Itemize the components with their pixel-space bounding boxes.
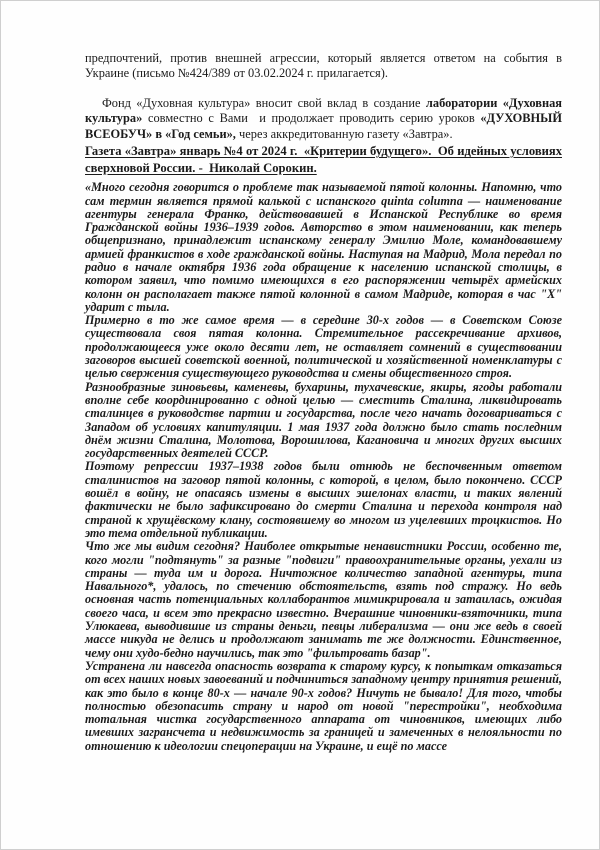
intro-paragraph: предпочтений, против внешней агрессии, который является ответом на события в Украине (письмо №424/389 от 03.02.2024 г. прилагается). xyxy=(85,51,562,81)
article-paragraph: Поэтому репрессии 1937–1938 годов были отнюдь не беспочвенным ответом сталинистов на заговор пятой колонны, с которой, в целом, было покончено. СССР вошёл в войну, не опасаясь измены в высших эшелонах власти, и таких явлений фактически не было зафиксировано до смерти Сталина и перехода контроля над страной к хрущёвскому клану, состоявшему во многом из уцелевших троцкистов. Но это тема отдельной публикации. xyxy=(85,459,562,540)
article-paragraph: Разнообразные зиновьевы, каменевы, бухарины, тухачевские, якиры, ягоды работали вполне себе координированно с одной целью — сместить Сталина, ликвидировать сталинцев в руководстве партии и государства, после чего начать договариваться с Западом об условиях капитуляции. 1 мая 1937 года должно было стать последним днём жизни Сталина, Молотова, Ворошилова, Кагановича и многих других высших государственных деятелей СССР. xyxy=(85,379,562,461)
article-paragraph: Устранена ли навсегда опасность возврата к старому курсу, к попыткам отказаться от всех наших новых завоеваний и подчиниться западному центру принятия решений, как это было в конце 80-х — начале 90-х годов? Ничуть не бывало! Для того, чтобы полностью обезопасить страну и народ от новой "перестройки", необходима тотальная чистка государственного аппарата от чиновников, имеющих либо имевших загрансчета и недвижимость за границей и замеченных в нелояльности по отношению к идеологии спецоперации на Украине, и ещё по массе xyxy=(85,658,562,753)
article-paragraph: Что же мы видим сегодня? Наиболее открытые ненавистники России, особенно те, кого могли "подтянуть" за разные "подвиги" правоохранительные органы, уехали из страны — туда им и дорога. Ничтожное количество западной агентуры, типа Навального*, удалось, по стечению обстоятельств, взять под стражу. Но ведь основная часть потенциальных коллаборантов мимикрировала и затаилась, ожидая своего часа, и всем это прекрасно известно. Вчерашние чиновники-взяточники, типа Улюкаева, выводившие из страны деньги, певцы либерализма — они же ведь в своей массе никуда не делись и продолжают занимать те же должности. Единственное, чему они худо-бедно научились, так это "фильтровать базар". xyxy=(85,539,562,660)
article-body xyxy=(85,181,562,753)
article-paragraph: «Много сегодня говорится о проблеме так называемой пятой колонны. Напомню, что сам термин является прямой калькой с испанского quinta columna — наименование агентуры генерала Франко, действовавшей в Испанской Республике во время Гражданской войны 1936–1939 годов. Авторство в этом наименовании, как теперь общепризнано, принадлежит испанскому генералу Эмилио Моле, командовавшему армией франкистов в ходе гражданской войны. Наступая на Мадрид, Мола передал по радио в начале октября 1936 года обращение к населению испанской столицы, в котором заявил, что помимо имеющихся в его распоряжении четырёх армейских колонн он располагает также пятой колонной в самом Мадриде, которая в час "X" ударит с тыла. xyxy=(85,180,562,314)
article-headline: Газета «Завтра» январь №4 от 2024 г. «Критерии будущего». Об идейных условиях сверхновой России. - Николай Сорокин. xyxy=(85,144,562,175)
article-paragraph: Примерно в то же самое время — в середине 30-х годов — в Советском Союзе существовала своя пятая колонна. Стремительное рассекречивание архивов, продолжающееся уже около десяти лет, не оставляет сомнений в существовании заговоров высшей советской военной, политической и хозяйственной номенклатуры с целью свержения существующего руководства и смены общественного строя. xyxy=(85,313,562,381)
fund-paragraph: Фонд «Духовная культура» вносит свой вклад в создание лаборатории «Духовная культура» совместно с Вами и продолжает проводить серию уроков «ДУХОВНЫЙ ВСЕОБУЧ» в «Год семьи», через аккредитованную газету «Завтра». xyxy=(85,95,562,141)
